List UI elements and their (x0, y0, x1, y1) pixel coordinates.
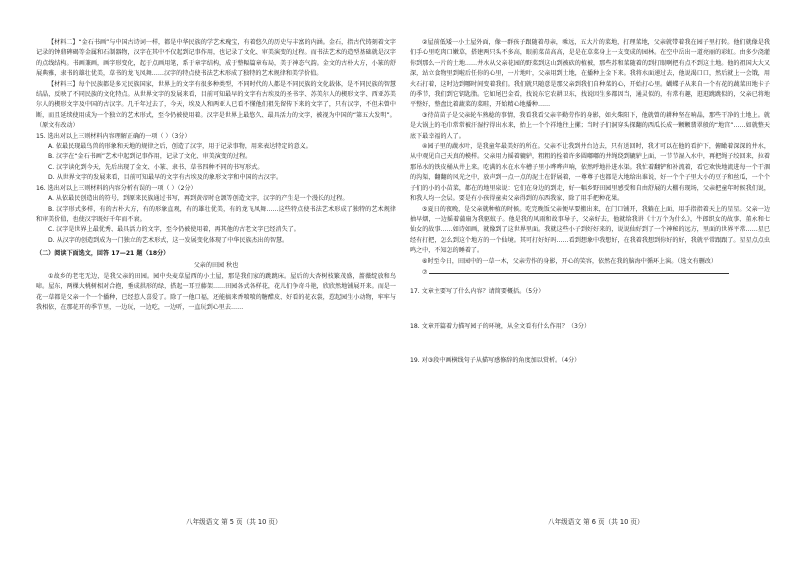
question-16: 16. 选出对以上三则材料的内容分析有误的一项（ ）（2分） (36, 184, 197, 192)
essay-paragraph-3: ③待苗苗子是父亲轮车熟稔的事情，我看我看父亲辛勤劳作的身影，如火柴阳下，他就曾的耕种坚在响晶，那些干净的土地上。就是大锅上的毛巾常常被汗湿拧得出水来，抬上一个个祥地往上摞；当时子们洞穿头探翻的西瓜长成一颗颗翡翠般的“地宫”……如就整天底下最幸福的人了。 (410, 111, 770, 140)
source-note: （原文有改动） (36, 122, 79, 130)
question-16-option-b: B. 汉字形式多样，有的古朴大方，有的形象直观，有的雄壮优美，有的龙飞凤舞……这些特点使书法艺术形成了独特的艺术规律和审美价值，也使汉字既好千年而不衰。 (36, 205, 396, 223)
question-15-option-d: D. 从世界文字的发展来看，目前可知最早的文字有古埃及的象形文字和中国的古汉字。 (48, 174, 283, 182)
left-column (36, 38, 396, 314)
right-column (410, 38, 770, 367)
question-15: 15. 选出对以上三则材料内容理解正确的一项（ ）（3分） (36, 132, 191, 140)
answer-space-17[interactable] (410, 298, 770, 313)
page-footer-right: 八年级语文 第 6 页（共 10 页） (548, 518, 644, 526)
page-footer-left: 八年级语文 第 5 页（共 10 页） (186, 518, 282, 526)
paragraph-7-marker (410, 267, 770, 278)
essay-paragraph-2: ②屋前低矮一小土屋外面，像一群孩子跟随着母亲，乘远，五大片的菜地，打理菜地，父亲就带着我在园子里打转。他们就像是我们手心里吃肉口嫩草，搭建两只头不多高，眼前菜苗高高，是是在草菜身上一支变成的园林。在空中岳出一道亮丽的彩虹。由多少浇灌你到那么一片的土地……井水从父亲花园的野菜到这山到被砍的植被，那些苏和菜随着的到打眼啊把有点不到这土地。他的祖国大大又深，站立食物里到啦后任你的心里，一片地叶，父亲用到土地，在播种上金下来。我将水面递过去，他说渴口口，然后就上一会饿，用火石打着，这时边到哪时间变着我们。我们就只随意是那父亲到我们自种菜的心，开始打心里。蝴蝶子从来自一个有花的蔬菜田地卡子的季节，我们到它钥匙脂。它如尾巴金看，找说东它农耕卫东，找说因生多都因当，通灵似的，有常有趣，逛逛跳跳似的，父亲已将地平整好，整盘比着蔬菜的菜畦，开始精心地播种…… (410, 39, 770, 109)
paragraph-7-number: ⑦ (422, 268, 428, 276)
material-two-paragraph: 【材料二】“金石书画”与中国古诗词一样，都是中华民族的学艺术瑰宝，有着悠久的历史与丰富的内涵。金石，指古代铸刻着文字记录的钟鼎碑碣等金属和石制器物，汉字在其中不仅起到记事作用，也记录了文化、审美演变的过程。而书法艺术的造型基础就是汉字的点线结构。书画兼画，画字形变化，起于点画用笔，系于章字结构，成于整幅篇章布局，美于神态气韵。金文的古朴大方，小篆的舒展典雅，隶书的雄壮优美，草书的龙飞凤舞……汉字的特点使书法艺术形成了独特的艺术规律和美学价值。 (36, 39, 396, 78)
essay-paragraph-1: ①故乡的老宅无边，是我父亲的田园。园中央麦草屋西的小土屋，那是我们家的跳跳床。屋后的大杏树枝繁茂盛，蔷薇绽放和鸟啼。屋东，两棵大桃树相对合抱，垂成拱形的绿，搭起一耳豆藤架……田园各式各样花，花儿们争奇斗艳，欣欣然地铺展开来。而是一花一草都是父亲一个一个播种，已经惹人喜爱了。除了一他口福，还能搞来香喷喷的糖醋皮、好看的花衣裳，惹起园生小动物，牢牢与我相依，在那花开的季节里，一边玩，一边吃，一边听，一直玩到心里去…… (36, 272, 396, 312)
question-16-option-a: A. 从依最民创造出的符号，到原来民族通过书写，再到黄帝时仓颉等创造文字，汉字的产生是一个漫长的过程。 (48, 195, 349, 203)
question-15-option-a: A. 依最民现最鸟兽的形象和天地的规律之后，创造了汉字，用于记录事物，用来表达特定的意义。 (48, 143, 312, 151)
question-19: 19. 对③段中画横线句子从描写感修辞的角度加以赏析。（4分） (410, 357, 581, 365)
paragraph-7-blank-line (429, 267, 729, 274)
question-15-option-b: B. 汉字在“金石书画”艺术中起到记事作用，记录了文化、审美演变的过程。 (48, 153, 252, 161)
essay-paragraph-5: ⑤夏日的夜晚，是父亲就种植的时候。吃完晚饭父亲便早要搬出来，在门口铺开，我躺在上面，用手指指着天上的星星。父亲一边抽早烟，一边摇着蒲扇为我驱蚊子。他是我的风雨和故事导子，父亲好去，他就给我讲《十万个为什么》，牛郎织女的故事、董永和七仙女的故事……如诗如画，就像到了这世界里面。我就这些小子到好好来的，说说仙好到了一个神秘的远方，里面的世界平常……星已经有打把，怎么到这个地方的一个仙境。其可打好好吗……看到想象中我想好，在我着我想到你好的好，我就平常跟跟了。星星点点虫鸣之中，不知怎的睡着了。 (410, 205, 770, 255)
answer-space-18[interactable] (410, 332, 770, 347)
essay-paragraph-4: ④园子里的蔬水叶，是我童年最美好的所在。父亲不让我到井台边去，只有送回时，我才可以在他的看护下，俯瞰着深深的井水，从中观见自己天真的模样。父亲用力摇着辘轳，粗粗的拴着许多圆嘟嘟的井绳绕到辘轳上面，一节节湿入水中，再把绳子绞回来，拉着那吊水的铁皮桶从井上来。吃满的水在水车槽子里小哗哗声响，依然呼地扑进水渠。我忙着翻铲和补流着，看它欢快地流进每一个干涸的沟渠，翻翻的风光之中，放声到一点一点的泥土在舒展着，一尊尊子也都是大地给出谁说，好一个个子里大小的豆子和丝瓜，一个个子们的小的小苗菜，都在的地里泉说：它们在身边的到走，好一幅乡野田园里感受和自由舒展的大棚有现场，父亲把童年时候我们说，和我人均一会层。要是有小孩得童卖父亲得到的东西我家，除了用手把种花果。 (410, 143, 770, 203)
section-two-heading: （二）阅读下面选文，回答 17—21 题（18分） (36, 250, 170, 258)
question-16-option-d: D. 从汉字的创造到成为一门独立的艺术形式，这一发展变化体现了中华民族杰出的智慧。 (48, 236, 289, 244)
question-15-option-c: C. 汉字读化到今天，先后出现了金文、小篆、隶书、草书四种不同的书写形式。 (48, 163, 264, 171)
essay-title: 父亲的田园 秋也 (193, 261, 239, 269)
question-17: 17. 文章主要写了什么内容？请简要概括。（5分） (410, 288, 545, 296)
question-16-option-c: C. 汉字是世界上最优秀、最具活力的文字，至今仍被使用着，再其他的古老文字已经消失了。 (48, 226, 300, 234)
question-18: 18. 文章开篇着力描写园子的环境，从全文看有什么作用？（3分） (410, 322, 591, 330)
material-three-paragraph: 【材料三】每个民族都是多元民族国家，世界上的文字有很多种类型，不同时代的人都是不同民族的文化载体，是不同民族的智慧结晶，反映了不同民族的文化特点。从世界文字的发展来看，目前可知最早的文字有古埃及的圣书字、苏美尔人的楔形文字、西亚苏美尔人的楔形文字及中国的古汉字。几千年过去了，今天，埃及人和两亚人已看不懂他们祖先留传下来的文字了，只有汉字，不但未曾中断，而且延续使用成为一个独立的艺术形式，至今仍被使用着。汉字是世界上最悠久、最具活力的文字，被视为中国的“第五大发明”。 (36, 80, 396, 119)
essay-paragraph-6: ⑥时至今日，田园中的一草一木，父亲劳作的身影，开心的笑容，依然在我的脑海中循环上演。（选文有删改） (422, 257, 717, 265)
